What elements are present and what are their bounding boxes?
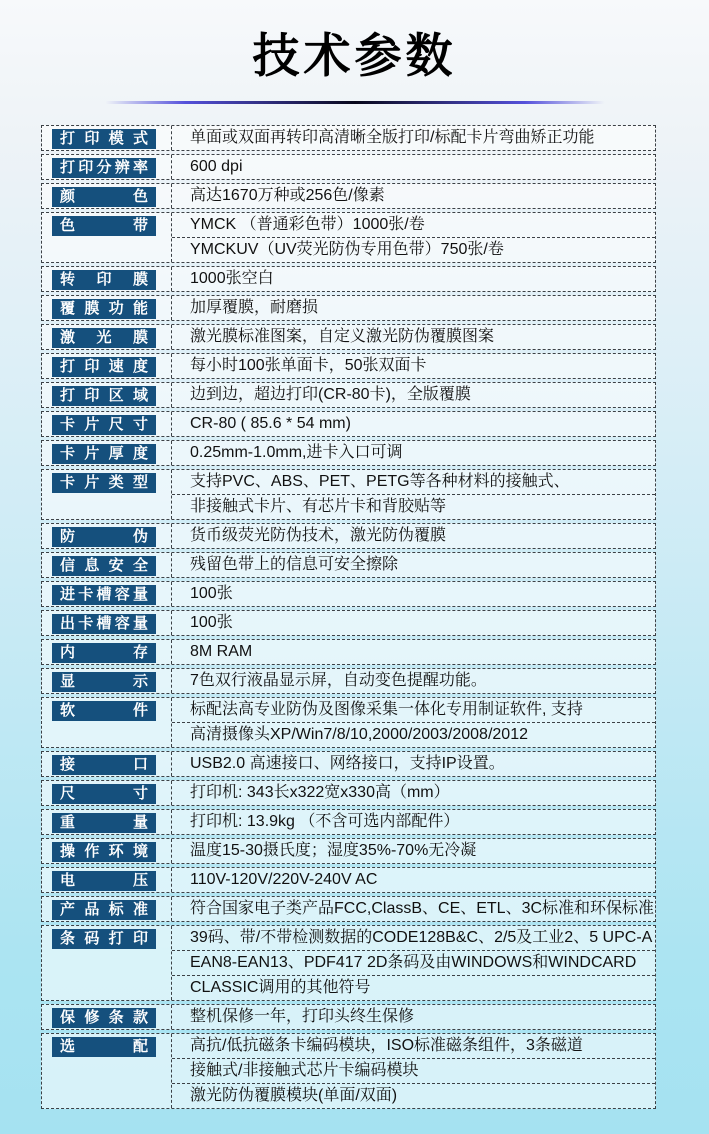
spec-label: 显示 [52,672,156,692]
spec-label-cell [42,213,172,262]
spec-label-cell [42,553,172,577]
spec-value-cell [172,752,655,776]
spec-value-cell [172,781,655,805]
spec-value-cell [172,640,655,664]
spec-value-line: 残留色带上的信息可安全擦除 [190,555,399,573]
spec-label-cell [42,698,172,747]
spec-value-cell [172,267,655,291]
spec-value-line: YMCK （普通彩色带）1000张/卷 [190,215,425,233]
spec-row [41,896,656,922]
spec-value-cell [172,611,655,635]
spec-row [41,751,656,777]
spec-label: 打印速度 [52,357,156,377]
spec-row [41,809,656,835]
spec-value-line: 100张 [190,584,233,602]
spec-value-cell [172,383,655,407]
spec-value-cell [172,354,655,378]
spec-value-line: 激光膜标准图案，自定义激光防伪覆膜图案 [190,327,495,345]
spec-row [41,1033,656,1109]
spec-label-cell [42,868,172,892]
spec-label-cell [42,126,172,150]
spec-label: 打印模式 [52,129,156,149]
spec-label: 转印膜 [52,270,156,290]
spec-value-line: 打印机: 343长x322宽x330高（mm） [190,783,450,801]
spec-label-cell [42,669,172,693]
spec-value-cell [172,126,655,150]
spec-label-cell [42,582,172,606]
spec-row [41,440,656,466]
spec-label-cell [42,781,172,805]
spec-value-cell [172,1005,655,1029]
spec-value-cell [172,669,655,693]
spec-label: 操作环境 [52,842,156,862]
spec-value-line: 110V-120V/220V-240V AC [190,870,378,888]
spec-value-line: CR-80 ( 85.6 * 54 mm) [190,414,351,432]
spec-value-line: 高抗/低抗磁条卡编码模块，ISO标准磁条组件，3条磁道 [190,1036,583,1054]
spec-label: 激光膜 [52,328,156,348]
spec-value-line: 100张 [190,613,233,631]
spec-row [41,295,656,321]
spec-value-cell [172,698,655,747]
spec-value-line: 非接触式卡片、有芯片卡和背胶贴等 [172,494,655,519]
spec-label: 内存 [52,643,156,663]
spec-label-cell [42,184,172,208]
spec-value-line: 1000张空白 [190,269,274,287]
spec-label: 打印分辨率 [52,158,156,178]
spec-value-line: 接触式/非接触式芯片卡编码模块 [172,1058,655,1083]
spec-value-line: 0.25mm-1.0mm,进卡入口可调 [190,443,403,461]
spec-value-cell [172,868,655,892]
spec-value-cell [172,926,655,1000]
spec-row [41,867,656,893]
spec-value-cell [172,325,655,349]
spec-value-line: 加厚覆膜，耐磨损 [190,298,319,316]
spec-value-line: CLASSIC调用的其他符号 [172,975,655,1000]
spec-label: 保修条款 [52,1008,156,1028]
spec-row [41,610,656,636]
spec-table [41,125,656,1109]
spec-row [41,353,656,379]
spec-value-cell [172,839,655,863]
spec-label-cell [42,267,172,291]
spec-row [41,780,656,806]
spec-label: 尺寸 [52,784,156,804]
spec-row [41,469,656,520]
spec-value-line: 每小时100张单面卡，50张双面卡 [190,356,427,374]
spec-value-cell [172,441,655,465]
spec-value-cell [172,213,655,262]
spec-value-cell [172,470,655,519]
spec-label-cell [42,810,172,834]
spec-label: 色带 [52,216,156,236]
spec-label-cell [42,897,172,921]
spec-label: 覆膜功能 [52,299,156,319]
spec-label-cell [42,354,172,378]
spec-label-cell [42,926,172,1000]
spec-value-cell [172,1034,655,1108]
spec-value-line: YMCKUV（UV荧光防伪专用色带）750张/卷 [172,237,655,262]
spec-label-cell [42,383,172,407]
spec-value-line: 单面或双面再转印高清晰全版打印/标配卡片弯曲矫正功能 [190,128,595,146]
spec-value-line: 39码、带/不带检测数据的CODE128B&C、2/5及工业2、5 UPC-A [190,928,653,946]
spec-value-cell [172,155,655,179]
spec-label: 产品标准 [52,900,156,920]
spec-row [41,581,656,607]
spec-row [41,183,656,209]
spec-value-line: 8M RAM [190,642,253,660]
spec-row [41,925,656,1001]
spec-label-cell [42,524,172,548]
spec-label-cell [42,752,172,776]
spec-label-cell [42,296,172,320]
spec-label-cell [42,441,172,465]
spec-value-line: 打印机: 13.9kg （不含可选内部配件） [190,812,460,830]
spec-value-line: 符合国家电子类产品FCC,ClassB、CE、ETL、3C标准和环保标准 [190,899,655,917]
spec-value-line: 7色双行液晶显示屏，自动变色提醒功能。 [190,671,487,689]
spec-value-line: 整机保修一年，打印头终生保修 [190,1007,415,1025]
spec-row [41,411,656,437]
spec-value-cell [172,897,655,921]
spec-row [41,697,656,748]
spec-label: 防伪 [52,527,156,547]
spec-label: 重量 [52,813,156,833]
spec-label: 选配 [52,1037,156,1057]
spec-row [41,154,656,180]
spec-label: 卡片厚度 [52,444,156,464]
spec-value-line: USB2.0 高速接口、网络接口，支持IP设置。 [190,754,505,772]
spec-row [41,838,656,864]
page-title: 技术参数 [252,29,457,82]
spec-label: 接口 [52,755,156,775]
spec-label-cell [42,325,172,349]
spec-row [41,668,656,694]
spec-value-line: 货币级荧光防伪技术，激光防伪覆膜 [190,526,447,544]
spec-value-cell [172,553,655,577]
spec-row [41,382,656,408]
spec-label: 电压 [52,871,156,891]
spec-row [41,324,656,350]
spec-label-cell [42,155,172,179]
spec-value-cell [172,582,655,606]
spec-label: 出卡槽容量 [52,614,156,634]
spec-value-cell [172,296,655,320]
spec-label-cell [42,611,172,635]
spec-row [41,523,656,549]
spec-value-cell [172,524,655,548]
spec-value-line: 支持PVC、ABS、PET、PETG等各种材料的接触式、 [190,472,570,490]
spec-row [41,639,656,665]
spec-label: 软件 [52,701,156,721]
title-divider [105,101,605,104]
spec-label: 条码打印 [52,929,156,949]
spec-label-cell [42,640,172,664]
spec-label-cell [42,1034,172,1108]
spec-value-line: 600 dpi [190,157,243,175]
spec-label-cell [42,839,172,863]
spec-row [41,1004,656,1030]
spec-label: 卡片尺寸 [52,415,156,435]
spec-row [41,266,656,292]
spec-label: 进卡槽容量 [52,585,156,605]
spec-value-line: 激光防伪覆膜模块(单面/双面) [172,1083,655,1108]
spec-label: 信息安全 [52,556,156,576]
spec-value-line: 标配法高专业防伪及图像采集一体化专用制证软件, 支持 [190,700,583,718]
spec-label-cell [42,412,172,436]
spec-row [41,212,656,263]
spec-label: 卡片类型 [52,473,156,493]
spec-label: 颜色 [52,187,156,207]
spec-value-line: 高清摄像头XP/Win7/8/10,2000/2003/2008/2012 [172,722,655,747]
spec-value-cell [172,810,655,834]
spec-value-cell [172,184,655,208]
spec-value-line: 边到边，超边打印(CR-80卡)，全版覆膜 [190,385,471,403]
spec-label: 打印区域 [52,386,156,406]
spec-value-line: EAN8-EAN13、PDF417 2D条码及由WINDOWS和WINDCARD [172,950,655,975]
spec-value-line: 高达1670万种或256色/像素 [190,186,385,204]
spec-label-cell [42,470,172,519]
spec-row [41,552,656,578]
spec-label-cell [42,1005,172,1029]
spec-row [41,125,656,151]
spec-value-cell [172,412,655,436]
spec-value-line: 温度15-30摄氏度；湿度35%-70%无冷凝 [190,841,477,859]
